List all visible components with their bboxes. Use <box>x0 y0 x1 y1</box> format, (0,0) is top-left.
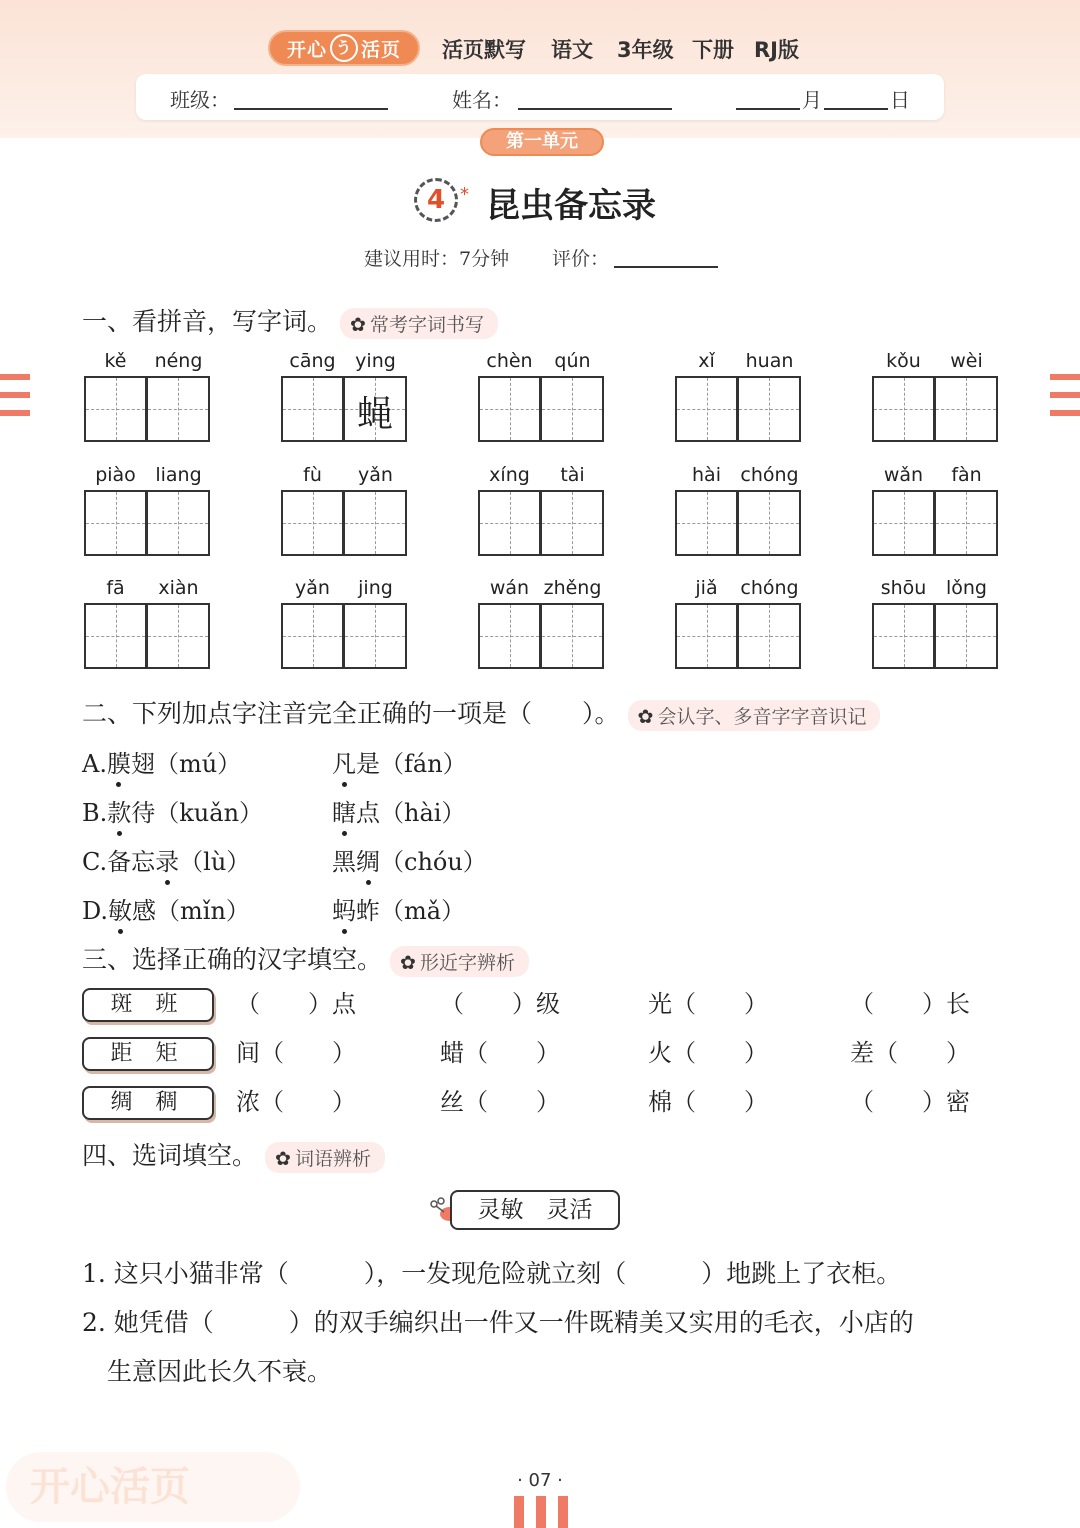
brand-logo <box>268 30 420 66</box>
bottom-bar <box>514 1496 524 1528</box>
dotted-char: 款 <box>107 793 131 828</box>
dotted-char: 蚂 <box>332 891 356 926</box>
lesson-number: 4 <box>414 178 458 222</box>
writing-box[interactable] <box>738 603 801 669</box>
side-mark-right <box>1050 374 1080 380</box>
day-field[interactable] <box>824 108 888 110</box>
pinyin-label: wǎn <box>883 464 924 486</box>
pinyin-word <box>478 464 604 556</box>
writing-box[interactable] <box>84 603 147 669</box>
writing-box[interactable] <box>935 603 998 669</box>
rating-field[interactable] <box>614 266 718 268</box>
logo-text-right: 活页 <box>361 38 402 61</box>
header-row <box>0 28 1080 68</box>
writing-box[interactable] <box>281 603 344 669</box>
month-label: 月 <box>802 88 822 112</box>
lesson-title: 昆虫备忘录 <box>486 186 656 226</box>
pinyin: （mú） <box>154 750 242 778</box>
writing-box[interactable] <box>675 376 738 442</box>
pinyin-label: fā <box>106 577 125 599</box>
dotted-char: 录 <box>155 842 179 877</box>
pinyin-label: huan <box>745 350 794 372</box>
day-label: 日 <box>890 88 910 112</box>
pinyin-word <box>872 464 998 556</box>
fill-blank[interactable]: （ ）级 <box>440 990 560 1018</box>
pinyin-label: tài <box>560 464 585 486</box>
pinyin-label: jing <box>358 577 393 599</box>
writing-box[interactable] <box>281 376 344 442</box>
option-d-word-2 <box>332 891 465 926</box>
fill-blank[interactable]: 火（ ） <box>648 1039 768 1067</box>
writing-box[interactable] <box>935 376 998 442</box>
writing-box[interactable] <box>147 603 210 669</box>
writing-box[interactable] <box>541 603 604 669</box>
side-mark-left <box>0 392 30 398</box>
pinyin-label: hài <box>692 464 721 486</box>
section-3-tag-text: 形近字辨析 <box>419 951 515 974</box>
side-mark-left <box>0 374 30 380</box>
fill-blank[interactable]: （ ）点 <box>236 990 356 1018</box>
logo-ring-icon: う <box>330 34 358 62</box>
pinyin-label: néng <box>154 350 203 372</box>
pinyin-label: fàn <box>951 464 982 486</box>
pinyin-label: lǒng <box>945 577 987 599</box>
lesson-star-icon: * <box>460 184 469 205</box>
option-letter: C. <box>82 848 108 876</box>
writing-box[interactable] <box>344 376 407 442</box>
pinyin-label: zhěng <box>543 577 602 599</box>
pinyin: （hài） <box>380 799 466 827</box>
writing-box[interactable] <box>478 603 541 669</box>
pinyin-label: wèi <box>950 350 983 372</box>
section-3-heading: 三、选择正确的汉字填空。 <box>82 945 383 974</box>
section-2-tag <box>628 700 881 731</box>
pinyin: （kuǎn） <box>155 799 264 827</box>
sentence-2: 2. 她凭借（ ）的双手编织出一件又一件既精美又实用的毛衣，小店的 <box>82 1308 914 1337</box>
pinyin-label: chèn <box>486 350 533 372</box>
writing-box[interactable] <box>281 490 344 556</box>
word-rest: 待 <box>131 799 156 827</box>
option-c[interactable] <box>82 842 250 877</box>
pinyin-word <box>675 464 801 556</box>
writing-box[interactable] <box>872 490 935 556</box>
dotted-char: 膜 <box>107 744 131 779</box>
section-4-title <box>82 1136 385 1173</box>
fill-blank[interactable]: 丝（ ） <box>440 1088 560 1116</box>
pinyin-word <box>84 464 210 556</box>
char-pair-box: 距 矩 <box>82 1037 214 1071</box>
writing-box[interactable] <box>675 603 738 669</box>
dotted-char: 凡 <box>332 744 356 779</box>
fill-blank[interactable]: （ ）密 <box>850 1088 970 1116</box>
pinyin-label: kě <box>104 350 127 372</box>
fill-blank[interactable]: 蜡（ ） <box>440 1039 560 1067</box>
pinyin-label: xíng <box>489 464 530 486</box>
pinyin-word <box>281 577 407 669</box>
pinyin-label: yǎn <box>295 577 330 599</box>
suggested-time: 建议用时：7分钟 <box>364 248 510 270</box>
student-info-strip <box>136 74 944 120</box>
writing-box[interactable] <box>872 603 935 669</box>
name-label: 姓名： <box>452 88 512 112</box>
section-1-heading: 一、看拼音，写字词。 <box>82 307 333 336</box>
pinyin: （fán） <box>380 750 467 778</box>
side-mark-left <box>0 410 30 416</box>
edition: RJ版 <box>754 38 799 62</box>
char-pair-box: 绸 稠 <box>82 1086 214 1120</box>
section-1-title <box>82 302 498 339</box>
pinyin-label: ying <box>355 350 396 372</box>
word-rest: 感 <box>132 897 157 925</box>
pinyin-word <box>281 350 407 442</box>
pinyin-label: shōu <box>880 577 927 599</box>
pinyin-label: wán <box>489 577 530 599</box>
writing-box[interactable] <box>84 490 147 556</box>
pinyin-word <box>281 464 407 556</box>
word-rest: 点 <box>356 799 380 827</box>
subject: 语文 <box>551 38 593 62</box>
class-field[interactable] <box>234 108 388 110</box>
section-2-tag-text: 会认字、多音字字音识记 <box>657 705 867 728</box>
dotted-char: 绸 <box>356 842 380 877</box>
section-2-title <box>82 694 880 731</box>
sentence-2-continued: 生意因此长久不衰。 <box>82 1357 333 1386</box>
pinyin-label: qún <box>554 350 591 372</box>
pinyin-word <box>872 350 998 442</box>
flower-icon: ✿ <box>275 1147 291 1170</box>
flower-icon: ✿ <box>400 951 416 974</box>
pinyin-word <box>478 577 604 669</box>
side-mark-right <box>1050 410 1080 416</box>
word-rest: 备忘 <box>107 848 156 876</box>
option-b-word-2 <box>332 793 465 828</box>
writing-box[interactable] <box>147 376 210 442</box>
fill-blank[interactable]: 光（ ） <box>648 990 768 1018</box>
sentence-1: 1. 这只小猫非常（ ），一发现危险就立刻（ ）地跳上了衣柜。 <box>82 1259 902 1288</box>
option-letter: A. <box>82 750 107 778</box>
pinyin-label: kǒu <box>886 350 921 372</box>
pinyin-label: cāng <box>289 350 336 372</box>
pinyin-label: yǎn <box>358 464 393 486</box>
section-4-tag <box>265 1142 385 1173</box>
fill-blank[interactable]: 差（ ） <box>850 1039 970 1067</box>
fill-blank[interactable]: （ ）长 <box>850 990 970 1018</box>
option-letter: B. <box>82 799 108 827</box>
option-c-word-2 <box>332 842 487 877</box>
word-rest: 黑 <box>332 848 356 876</box>
rating-label: 评价： <box>552 248 610 270</box>
watermark-logo: 开心活页 <box>6 1452 300 1522</box>
dotted-char: 瞎 <box>332 793 356 828</box>
pinyin: （mǎ） <box>380 897 466 925</box>
bottom-bars <box>514 1496 568 1528</box>
pinyin: （lù） <box>179 848 251 876</box>
option-letter: D. <box>82 897 109 925</box>
word-rest: 翅 <box>130 750 155 778</box>
flower-icon: ✿ <box>350 313 366 336</box>
pinyin-word <box>675 577 801 669</box>
pinyin-word <box>84 350 210 442</box>
writing-box[interactable] <box>344 603 407 669</box>
writing-box[interactable] <box>147 490 210 556</box>
writing-box[interactable] <box>675 490 738 556</box>
fill-blank[interactable]: 浓（ ） <box>236 1088 356 1116</box>
writing-box[interactable] <box>478 376 541 442</box>
section-3-tag <box>390 946 529 977</box>
pinyin-label: liang <box>155 464 202 486</box>
pinyin: （mǐn） <box>156 897 250 925</box>
section-4-heading: 四、选词填空。 <box>82 1141 258 1170</box>
pinyin-label: jiǎ <box>695 577 718 599</box>
written-char: 蝇 <box>356 394 393 435</box>
pinyin-label: xiàn <box>158 577 199 599</box>
volume: 下册 <box>692 38 734 62</box>
writing-box[interactable] <box>478 490 541 556</box>
class-label: 班级： <box>170 88 230 112</box>
bottom-bar <box>558 1496 568 1528</box>
bottom-bar <box>536 1496 546 1528</box>
side-mark-right <box>1050 392 1080 398</box>
pinyin-label: xǐ <box>698 350 715 372</box>
option-a[interactable] <box>82 744 241 779</box>
pinyin-word <box>675 350 801 442</box>
fill-blank[interactable]: 间（ ） <box>236 1039 356 1067</box>
dotted-char: 敏 <box>108 891 132 926</box>
writing-box[interactable] <box>84 376 147 442</box>
month-field[interactable] <box>736 108 800 110</box>
section-2-heading: 二、下列加点字注音完全正确的一项是（ ）。 <box>82 699 620 728</box>
writing-box[interactable] <box>344 490 407 556</box>
section-1-tag-text: 常考字词书写 <box>369 313 484 336</box>
flower-icon: ✿ <box>637 705 654 728</box>
pinyin-word <box>872 577 998 669</box>
writing-box[interactable] <box>541 490 604 556</box>
pinyin: （chóu） <box>380 848 487 876</box>
word-rest: 蚱 <box>356 897 380 925</box>
pinyin-label: chóng <box>740 464 799 486</box>
section-4-tag-text: 词语辨析 <box>294 1147 371 1170</box>
pinyin-label: fù <box>303 464 322 486</box>
series-name: 活页默写 <box>442 38 526 62</box>
section-1-tag <box>340 308 498 339</box>
writing-box[interactable] <box>738 376 801 442</box>
writing-box[interactable] <box>738 490 801 556</box>
pinyin-label: chóng <box>740 577 799 599</box>
page-number: · 07 · <box>517 1470 563 1491</box>
writing-box[interactable] <box>935 490 998 556</box>
writing-box[interactable] <box>872 376 935 442</box>
writing-box[interactable] <box>541 376 604 442</box>
logo-text-left: 开心 <box>286 38 327 61</box>
option-a-word-2 <box>332 744 467 779</box>
unit-badge: 第一单元 <box>480 128 604 156</box>
option-d[interactable] <box>82 891 250 926</box>
word-choices: 灵敏 灵活 <box>450 1190 620 1230</box>
word-rest: 是 <box>356 750 380 778</box>
option-b[interactable] <box>82 793 263 828</box>
pinyin-word <box>84 577 210 669</box>
section-3-title <box>82 940 529 977</box>
pinyin-label: piào <box>95 464 136 486</box>
pinyin-word <box>478 350 604 442</box>
fill-blank[interactable]: 棉（ ） <box>648 1088 768 1116</box>
grade: 3年级 <box>617 38 674 62</box>
name-field[interactable] <box>518 108 672 110</box>
char-pair-box: 斑 班 <box>82 988 214 1022</box>
